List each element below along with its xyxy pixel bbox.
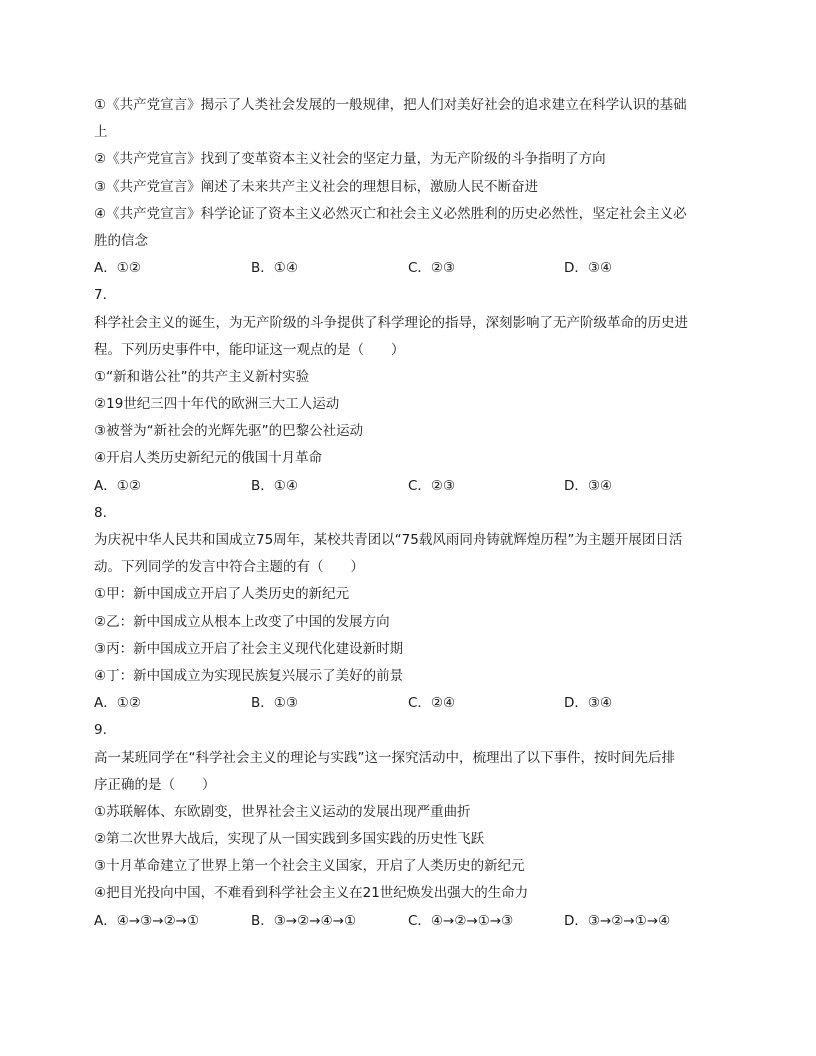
q7-options bbox=[94, 473, 734, 500]
q7-number: 7. bbox=[94, 287, 107, 304]
q8-options bbox=[94, 690, 734, 717]
q6-item-4: ④《共产党宣言》科学论证了资本主义必然灭亡和社会主义必然胜利的历史必然性，坚定社会主义必 bbox=[94, 205, 687, 222]
q7-option-c[interactable]: C．②③ bbox=[408, 477, 456, 494]
q6-option-c[interactable]: C．②③ bbox=[408, 260, 456, 277]
q7-option-b[interactable]: B．①④ bbox=[251, 477, 298, 494]
q8-stem-line-2: 动。下列同学的发言中符合主题的有（ ） bbox=[94, 559, 364, 576]
q9-option-c[interactable]: C．④→②→①→③ bbox=[408, 912, 514, 929]
question-9 bbox=[94, 717, 734, 935]
q8-option-b[interactable]: B．①③ bbox=[251, 695, 298, 712]
q8-option-c[interactable]: C．②④ bbox=[408, 695, 456, 712]
q9-item-3: ③十月革命建立了世界上第一个社会主义国家，开启了人类历史的新纪元 bbox=[94, 858, 525, 875]
q9-item-2: ②第二次世界大战后，实现了从一国实践到多国实践的历史性飞跃 bbox=[94, 831, 485, 848]
q6-option-d[interactable]: D．③④ bbox=[564, 260, 613, 277]
q7-option-d[interactable]: D．③④ bbox=[564, 477, 613, 494]
question-8 bbox=[94, 500, 734, 718]
exam-content bbox=[94, 92, 734, 935]
q7-item-4: ④开启人类历史新纪元的俄国十月革命 bbox=[94, 450, 323, 467]
q9-number: 9. bbox=[94, 722, 107, 739]
q7-item-2: ②19世纪三四十年代的欧洲三大工人运动 bbox=[94, 396, 340, 413]
q6-item-3: ③《共产党宣言》阐述了未来共产主义社会的理想目标，激励人民不断奋进 bbox=[94, 178, 539, 195]
q6-item-1-cont: 上 bbox=[94, 124, 108, 141]
q6-option-a[interactable]: A．①② bbox=[94, 260, 141, 277]
q6-item-2: ②《共产党宣言》找到了变革资本主义社会的坚定力量，为无产阶级的斗争指明了方向 bbox=[94, 151, 606, 168]
q7-stem-line-1: 科学社会主义的诞生，为无产阶级的斗争提供了科学理论的指导，深刻影响了无产阶级革命的历史进 bbox=[94, 314, 688, 331]
q9-item-1: ①苏联解体、东欧剧变，世界社会主义运动的发展出现严重曲折 bbox=[94, 803, 471, 820]
q8-item-3: ③丙：新中国成立开启了社会主义现代化建设新时期 bbox=[94, 640, 404, 657]
question-6 bbox=[94, 92, 734, 282]
q9-stem-line-1: 高一某班同学在“科学社会主义的理论与实践”这一探究活动中，梳理出了以下事件，按时间先后排 bbox=[94, 749, 675, 766]
q8-item-1: ①甲：新中国成立开启了人类历史的新纪元 bbox=[94, 586, 350, 603]
q6-option-b[interactable]: B．①④ bbox=[251, 260, 298, 277]
q9-option-b[interactable]: B．③→②→④→① bbox=[251, 912, 357, 929]
q8-number: 8. bbox=[94, 504, 107, 521]
q8-option-a[interactable]: A．①② bbox=[94, 695, 141, 712]
q9-option-a[interactable]: A．④→③→②→① bbox=[94, 912, 200, 929]
q8-stem-line-1: 为庆祝中华人民共和国成立75周年，某校共青团以“75载风雨同舟铸就辉煌历程”为主题开展团日活 bbox=[94, 532, 683, 548]
q6-item-4-cont: 胜的信念 bbox=[94, 232, 148, 249]
question-7 bbox=[94, 282, 734, 500]
q9-item-4: ④把目光投向中国，不难看到科学社会主义在21世纪焕发出强大的生命力 bbox=[94, 885, 529, 902]
q6-options bbox=[94, 255, 734, 282]
q7-item-3: ③被誉为“新社会的光辉先驱”的巴黎公社运动 bbox=[94, 423, 364, 440]
q9-options bbox=[94, 908, 734, 935]
q7-item-1: ①“新和谐公社”的共产主义新村实验 bbox=[94, 368, 310, 385]
q6-item-1: ①《共产党宣言》揭示了人类社会发展的一般规律，把人们对美好社会的追求建立在科学认识的基础 bbox=[94, 97, 687, 113]
q8-option-d[interactable]: D．③④ bbox=[564, 695, 613, 712]
q9-stem-line-2: 序正确的是（ ） bbox=[94, 776, 216, 793]
q9-option-d[interactable]: D．③→②→①→④ bbox=[564, 912, 671, 929]
q7-option-a[interactable]: A．①② bbox=[94, 477, 141, 494]
q8-item-4: ④丁：新中国成立为实现民族复兴展示了美好的前景 bbox=[94, 667, 404, 684]
q8-item-2: ②乙：新中国成立从根本上改变了中国的发展方向 bbox=[94, 613, 390, 630]
q7-stem-line-2: 程。下列历史事件中，能印证这一观点的是（ ） bbox=[94, 341, 405, 358]
